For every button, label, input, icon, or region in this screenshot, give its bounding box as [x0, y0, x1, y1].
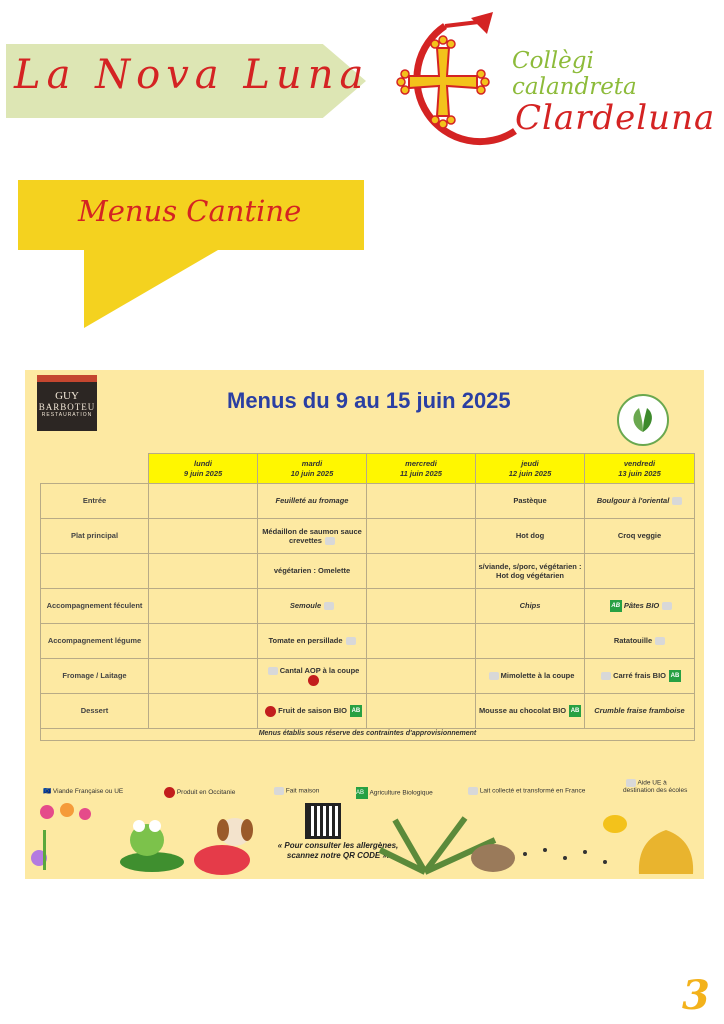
flowers-illustration	[31, 803, 91, 870]
newsletter-title: La Nova Luna	[14, 52, 370, 98]
milk-france-icon	[268, 667, 278, 675]
eu-aid-icon	[601, 672, 611, 680]
table-row: Dessert Fruit de saison BIO AB Mousse au chocolat BIO AB Crumble fraise framboise	[41, 694, 695, 729]
school-name-line1: Collègi calandreta	[512, 48, 637, 100]
school-name-line2: Clardeluna	[515, 98, 716, 138]
day-header: mercredi 11 juin 2025	[367, 454, 476, 484]
caterer-logo: GUY BARBOTEU RESTAURATION	[37, 375, 97, 431]
page-number: 3	[682, 972, 710, 1019]
homemade-icon	[655, 637, 665, 645]
hedgehog-illustration	[471, 844, 515, 872]
table-header-row	[41, 454, 695, 484]
organic-ab-icon: AB	[356, 787, 368, 799]
legend-organic: AB Agriculture Biologique	[353, 787, 433, 799]
decorative-illustrations	[25, 800, 704, 879]
legend-homemade: Fait maison	[271, 787, 319, 795]
homemade-icon	[346, 637, 356, 645]
menu-title: Menus du 9 au 15 juin 2025	[227, 388, 511, 413]
table-row: Entrée Feuilleté au fromage Pastèque Boulgour à l'oriental	[41, 484, 695, 519]
milk-france-icon	[468, 787, 478, 795]
table-row: Accompagnement légume Tomate en persillade Ratatouille	[41, 624, 695, 659]
legend-occitanie: Produit en Occitanie	[161, 787, 235, 798]
menu-table	[40, 453, 695, 741]
table-row: Accompagnement féculent Semoule Chips AB Pâtes BIO	[41, 589, 695, 624]
organic-ab-icon: AB	[610, 600, 622, 612]
legend-milk-france: Lait collecté et transformé en France	[465, 787, 585, 795]
day-header: lundi 9 juin 2025	[149, 454, 258, 484]
ants-illustration	[523, 848, 607, 864]
homemade-icon	[325, 537, 335, 545]
day-header: jeudi 12 juin 2025	[476, 454, 585, 484]
homemade-icon	[324, 602, 334, 610]
homemade-icon	[274, 787, 284, 795]
legend-eu-aid: Aide UE à destination des écoles	[623, 779, 688, 794]
day-header: mardi 10 juin 2025	[258, 454, 367, 484]
occitanie-icon	[265, 706, 276, 717]
legend	[33, 779, 698, 801]
organic-ab-icon: AB	[350, 705, 362, 717]
supply-note-row: Menus établis sous réserve des contraintes d'approvisionnement	[41, 729, 695, 741]
homemade-icon	[672, 497, 682, 505]
section-title: Menus Cantine	[78, 194, 302, 228]
occitanie-icon	[308, 675, 319, 686]
organic-ab-icon: AB	[569, 705, 581, 717]
allergen-qr-note: « Pour consulter les allergènes, scannez notre QR CODE ».	[277, 841, 399, 861]
table-row: végétarien : Omelette s/viande, s/porc, végétarien : Hot dog végétarien	[41, 554, 695, 589]
eu-aid-icon	[626, 779, 636, 787]
dog-in-basket-illustration	[194, 818, 253, 875]
table-row: Plat principal Médaillon de saumon sauce crevettes Hot dog Croq veggie	[41, 519, 695, 554]
table-row: Fromage / Laitage Cantal AOP à la coupe Mimolette à la coupe Carré frais BIO AB	[41, 659, 695, 694]
occitanie-icon	[164, 787, 175, 798]
vegetarian-leaf-icon	[617, 394, 669, 446]
menu-poster	[25, 370, 704, 879]
frog-illustration	[120, 820, 184, 872]
day-header: vendredi 13 juin 2025	[585, 454, 695, 484]
organic-ab-icon: AB	[669, 670, 681, 682]
bee-and-hive-illustration	[603, 815, 693, 874]
legend-french-meat: 🇪🇺 Viande Française ou UE	[43, 788, 124, 795]
homemade-icon	[662, 602, 672, 610]
milk-france-icon	[489, 672, 499, 680]
